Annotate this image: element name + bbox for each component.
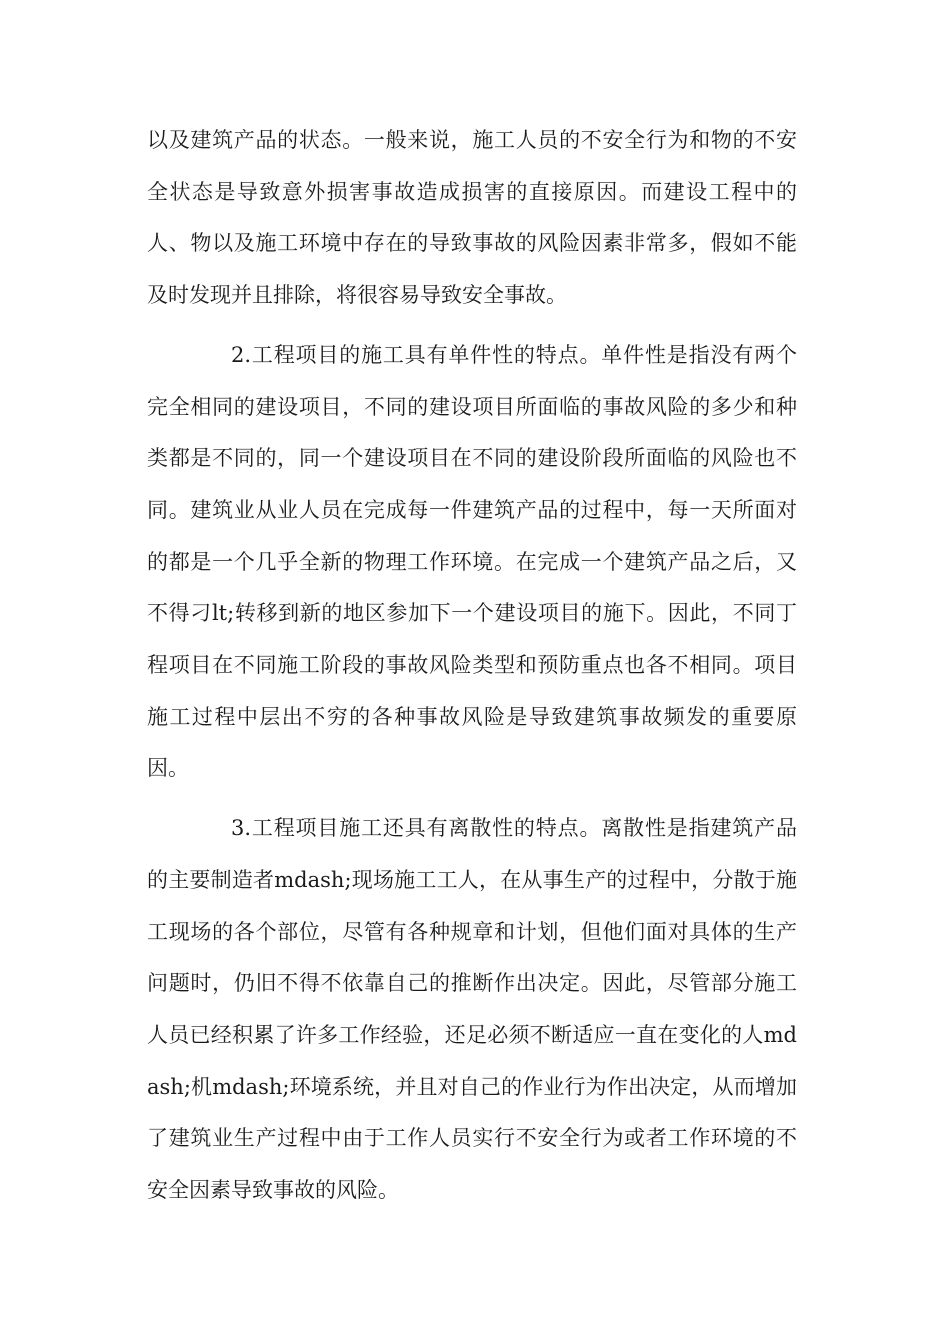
paragraph-1: 以及建筑产品的状态。一般来说，施工人员的不安全行为和物的不安全状态是导致意外损害事故造成损害的直接原因。而建设工程中的人、物以及施工环境中存在的导致事故的风险因素非常多，假如不能及时发现并且排除，将很容易导致安全事故。 [147,128,797,308]
paragraph-2: 2.工程项目的施工具有单件性的特点。单件性是指没有两个完全相同的建设项目，不同的建设项目所面临的事故风险的多少和种类都是不同的，同一个建设项目在不同的建设阶段所面临的风险也不同。建筑业从业人员在完成每一件建筑产品的过程中，每一天所面对的都是一个几乎全新的物理工作环境。在完成一个建筑产品之后，又不得刁lt;转移到新的地区参加下一个建设项目的施下。因此，不同丁程项目在不同施工阶段的事故风险类型和预防重点也各不相同。项目施工过程中层出不穷的各种事故风险是导致建筑事故频发的重要原因。 [147,342,797,781]
document-body [147,115,797,1225]
paragraph-3: 3.工程项目施工还具有离散性的特点。离散性是指建筑产品的主要制造者mdash;现场施工工人，在从事生产的过程中，分散于施工现场的各个部位，尽管有各种规章和计划，但他们面对具体的生产问题时，仍旧不得不依靠自己的推断作出决定。因此，尽管部分施工人员已经积累了许多工作经验，还足必须不断适应一直在变化的人mdash;机mdash;环境系统，并且对自己的作业行为作出决定，从而增加了建筑业生产过程中由于工作人员实行不安全行为或者工作环境的不安全因素导致事故的风险。 [147,816,797,1203]
